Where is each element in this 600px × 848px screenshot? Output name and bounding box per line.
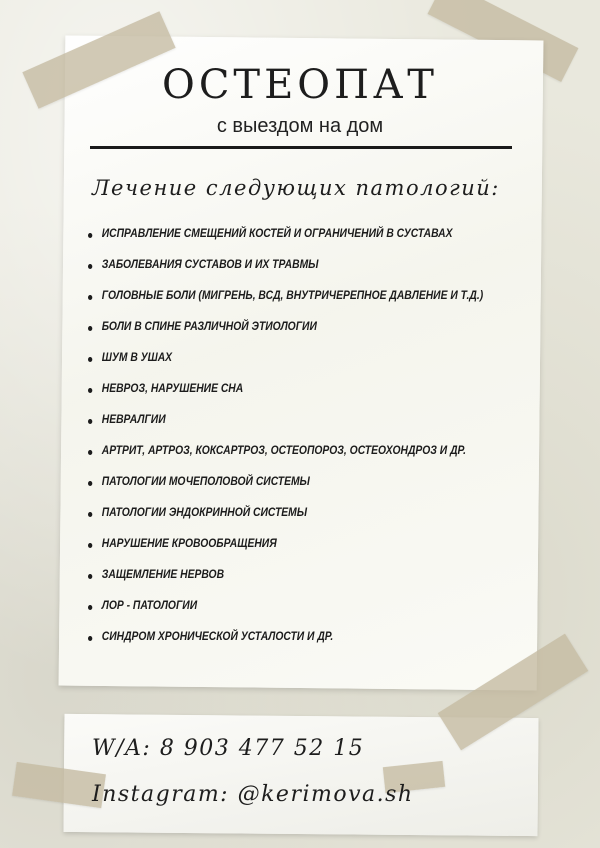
list-item: [88, 598, 466, 629]
contact-phone: W/A: 8 903 477 52 15: [92, 736, 365, 761]
list-item: [88, 381, 466, 412]
list-item-text: ЗАЩЕМЛЕНИЕ НЕРВОВ: [101, 567, 225, 581]
section-heading: Лечение следующих патологий:: [92, 176, 500, 200]
list-item-text: НАРУШЕНИЕ КРОВООБРАЩЕНИЯ: [101, 536, 277, 550]
bullet-icon: [88, 512, 92, 517]
list-item: [88, 350, 466, 381]
list-item: [88, 505, 466, 536]
bullet-icon: [88, 388, 92, 393]
list-item-text: АРТРИТ, АРТРОЗ, КОКСАРТРОЗ, ОСТЕОПОРОЗ, ОСТЕОХОНДРОЗ И ДР.: [101, 443, 467, 457]
list-item-text: ИСПРАВЛЕНИЕ СМЕЩЕНИЙ КОСТЕЙ И ОГРАНИЧЕНИЙ В СУСТАВАХ: [101, 226, 453, 240]
page-title: ОСТЕОПАТ: [162, 62, 438, 108]
bullet-icon: [88, 574, 92, 579]
list-item-text: ЛОР - ПАТОЛОГИИ: [101, 598, 198, 612]
pathology-list: [88, 226, 528, 660]
list-item-text: ЗАБОЛЕВАНИЯ СУСТАВОВ И ИХ ТРАВМЫ: [101, 257, 319, 271]
list-item-text: ГОЛОВНЫЕ БОЛИ (МИГРЕНЬ, ВСД, ВНУТРИЧЕРЕПНОЕ ДАВЛЕНИЕ И Т.Д.): [101, 288, 484, 302]
list-item: [88, 536, 466, 567]
list-item-text: СИНДРОМ ХРОНИЧЕСКОЙ УСТАЛОСТИ И ДР.: [101, 629, 334, 643]
page-subtitle: с выездом на дом: [216, 115, 384, 137]
list-item-text: ПАТОЛОГИИ МОЧЕПОЛОВОЙ СИСТЕМЫ: [101, 474, 310, 488]
bullet-icon: [88, 450, 92, 455]
list-item: [88, 629, 466, 660]
list-item: [88, 226, 466, 257]
list-item: [88, 412, 466, 443]
bullet-icon: [88, 419, 92, 424]
list-item-text: ПАТОЛОГИИ ЭНДОКРИННОЙ СИСТЕМЫ: [101, 505, 308, 519]
list-item: [88, 443, 466, 474]
list-item-text: БОЛИ В СПИНЕ РАЗЛИЧНОЙ ЭТИОЛОГИИ: [101, 319, 317, 333]
bullet-icon: [88, 636, 92, 641]
title-divider: [90, 146, 512, 149]
list-item: [88, 319, 466, 350]
bullet-icon: [88, 295, 92, 300]
list-item: [88, 257, 466, 288]
list-item: [88, 288, 484, 319]
bullet-icon: [88, 264, 92, 269]
bullet-icon: [88, 605, 92, 610]
list-item-text: НЕВРАЛГИИ: [101, 412, 166, 426]
list-item-text: НЕВРОЗ, НАРУШЕНИЕ СНА: [101, 381, 244, 395]
bullet-icon: [88, 481, 92, 486]
contact-instagram: Instagram: @kerimova.sh: [92, 782, 414, 807]
bullet-icon: [88, 357, 92, 362]
bullet-icon: [88, 326, 92, 331]
list-item-text: ШУМ В УШАХ: [101, 350, 173, 364]
bullet-icon: [88, 233, 92, 238]
bullet-icon: [88, 543, 92, 548]
list-item: [88, 567, 466, 598]
list-item: [88, 474, 466, 505]
